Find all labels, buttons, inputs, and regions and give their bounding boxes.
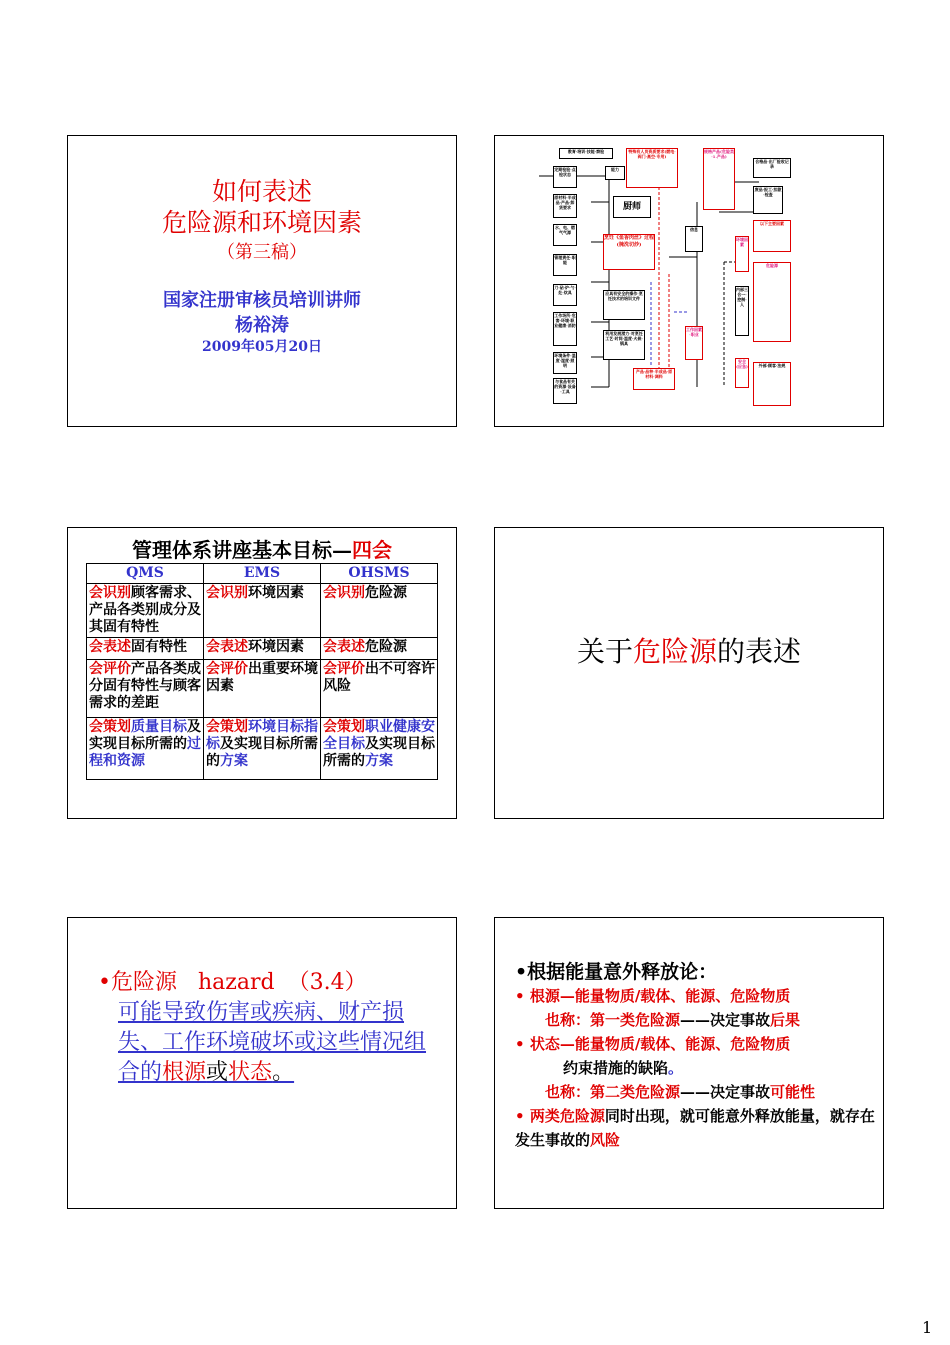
cell-text: 出不可容许风险 — [323, 661, 435, 694]
bullet: • — [98, 970, 111, 995]
energy-theory-text — [515, 960, 875, 1152]
cell-verb: 会策划 — [323, 719, 365, 735]
table-cell — [321, 660, 438, 718]
cell-target: 职业健康安全目标 — [323, 719, 435, 752]
flow-box: 能力 — [605, 166, 625, 180]
flow-box: 产品·品种·半成品·原材料·调料 — [633, 368, 675, 390]
two-types: 两类危险源 — [529, 1107, 605, 1125]
line-second-type — [515, 1080, 875, 1104]
cell-text: 出重要环境因素 — [206, 661, 318, 694]
cell-verb: 会策划 — [206, 719, 248, 735]
flow-box: 废品·报工·扣款·检查 — [753, 186, 783, 214]
slide-energy-theory — [494, 917, 884, 1209]
flow-box: 内部三合一·控制·人 — [735, 286, 749, 336]
root-text: 根源—能量物质/载体、能源、危险物质 — [529, 987, 791, 1005]
slide-flowchart — [494, 135, 884, 427]
first-type-result: 后果 — [770, 1011, 801, 1029]
flow-box: 利用发展潜力·对烹饪工艺·时间·温度·火候·锅具 — [603, 330, 645, 360]
definition-term-line — [98, 968, 443, 998]
flow-box: 合格品·出厂验收记录 — [753, 158, 791, 178]
header-qms: QMS — [87, 564, 204, 584]
flow-box: 安全(应急) — [735, 358, 749, 388]
cell-text: 危险源 — [365, 639, 407, 655]
risk-text: 同时出现，就可能意外释放能量，就存在发生事故的 — [515, 1107, 875, 1149]
cell-text: 顾客需求、产品各类别成分及其固有特性 — [89, 585, 201, 635]
cell-text: 及实现目标所需的 — [206, 736, 318, 769]
flow-box: 信息 — [685, 226, 703, 252]
flow-box: 教育·培训·技能·察验 — [559, 148, 613, 159]
flow-box: 规格产品(危险类·1.产品) — [703, 148, 735, 210]
line-state: • 状态—能量物质/载体、能源、危险物质 — [515, 1035, 791, 1053]
line-defects — [515, 1056, 875, 1080]
cell-verb: 会识别 — [89, 585, 131, 601]
term-en: hazard — [198, 970, 275, 995]
def-end: 。 — [272, 1060, 295, 1085]
cell-verb: 会表述 — [89, 639, 131, 655]
flow-box: 厨师 — [613, 196, 651, 218]
table-cell — [87, 718, 204, 780]
first-type-decides: ——决定事故 — [680, 1011, 771, 1029]
table-cell — [204, 660, 321, 718]
definition-block — [98, 968, 443, 1088]
cell-text: 及实现目标所需的 — [323, 736, 435, 769]
cell-means: 方案 — [365, 753, 393, 769]
second-type-result: 可能性 — [770, 1083, 816, 1101]
title-line-1: 如何表述 — [211, 177, 312, 206]
flow-box: 与食品有关的资源·设备·工具 — [553, 378, 577, 404]
cell-text: 及实现目标所需的 — [89, 719, 201, 752]
def-or: 或 — [206, 1060, 229, 1085]
table-cell — [87, 660, 204, 718]
table-title — [68, 534, 456, 563]
heading: •根据能量意外释放论： — [515, 961, 718, 983]
flow-box: 工作因素·职业 — [685, 326, 703, 360]
flow-box: 原材料·半成品·产品·卸货要求 — [553, 194, 577, 218]
def-state: 状态 — [228, 1060, 273, 1085]
flow-box: 环境因素 — [735, 236, 749, 272]
title-line-2: 危险源和环境因素 — [161, 208, 362, 237]
slide-section-title — [494, 527, 884, 819]
cell-verb: 会评价 — [323, 661, 365, 677]
def-root: 根源 — [162, 1060, 207, 1085]
flow-box: 环境条件·温度·湿度·照明 — [553, 352, 577, 374]
cell-text: 环境因素 — [248, 639, 304, 655]
page-number: 1 — [922, 1318, 933, 1337]
cell-target: 质量目标 — [131, 719, 187, 735]
def-main: 可能导致伤害或疾病、财产损失、工作环境破坏或这些情况组合的 — [118, 1000, 427, 1085]
section-title-highlight: 危险源 — [632, 635, 717, 668]
author-name: 杨裕涛 — [235, 315, 289, 336]
cell-verb: 会表述 — [206, 639, 248, 655]
flow-box: 工作场所·危害·环境·职业健康·消防 — [553, 312, 577, 346]
flow-box: 应具有安全的操作·烹饪技术的培训文件 — [603, 290, 645, 320]
flow-box: 管理责任·职能 — [553, 254, 577, 276]
line-root: • 根源—能量物质/载体、能源、危险物质 — [515, 987, 791, 1005]
first-type: 也称：第一类危险源 — [545, 1011, 681, 1029]
table-cell — [204, 584, 321, 638]
risk-word: 风险 — [590, 1131, 621, 1149]
table-cell — [321, 584, 438, 638]
cell-verb: 会识别 — [206, 585, 248, 601]
cell-text: 固有特性 — [131, 639, 187, 655]
flow-box: 刀·砧·炉·勺·灶·炊具 — [553, 284, 577, 306]
table-row — [87, 584, 438, 638]
slide-four-goals — [67, 527, 457, 819]
cell-verb: 会评价 — [206, 661, 248, 677]
slide-title — [67, 135, 457, 427]
cell-target: 环境目标指标 — [206, 719, 318, 752]
line-first-type — [515, 1008, 875, 1032]
slide-hazard-definition — [67, 917, 457, 1209]
table-row — [87, 660, 438, 718]
flow-box: 水、电、燃气气源 — [553, 224, 577, 246]
flow-box: 危险源 — [753, 262, 791, 342]
state-text: 状态—能量物质/载体、能源、危险物质 — [529, 1035, 791, 1053]
cell-verb: 会策划 — [89, 719, 131, 735]
date: 2009年05月20日 — [202, 339, 322, 355]
cell-text: 产品各类成分固有特性与顾客需求的差距 — [89, 661, 201, 711]
clause-ref: （3.4） — [287, 970, 367, 995]
cell-verb: 会表述 — [323, 639, 365, 655]
header-ohsms: OHSMS — [321, 564, 438, 584]
second-type: 也称：第二类危险源 — [545, 1083, 681, 1101]
flow-box: 特殊有人员资质要求(燃电·阀门·高空·专用) — [626, 148, 678, 188]
table-header-row — [87, 564, 438, 584]
table-cell — [204, 718, 321, 780]
section-title — [495, 630, 883, 670]
line-risk: • 两类危险源同时出现，就可能意外释放能量，就存在发生事故的风险 — [515, 1107, 875, 1149]
header-ems: EMS — [204, 564, 321, 584]
flow-box: 烹饪《鱼香肉丝》过程(腌洗切炒) — [603, 234, 655, 270]
title-text: 管理体系讲座基本目标— — [132, 538, 352, 562]
table-cell — [321, 718, 438, 780]
cell-means: 过程和资源 — [89, 736, 201, 769]
defects-text: 约束措施的缺陷 — [563, 1059, 669, 1077]
cell-verb: 会识别 — [323, 585, 365, 601]
flow-box: 以下主要因素 — [753, 220, 791, 252]
term: 危险源 — [110, 970, 177, 995]
cell-text: 危险源 — [365, 585, 407, 601]
table-cell — [204, 638, 321, 660]
defects-end: 。 — [668, 1059, 684, 1077]
table-cell — [87, 638, 204, 660]
title-highlight: 四会 — [352, 538, 392, 562]
cell-verb: 会评价 — [89, 661, 131, 677]
flow-box: 外部·顾客·法规 — [753, 362, 791, 406]
table-cell — [87, 584, 204, 638]
cell-text: 环境因素 — [248, 585, 304, 601]
table-cell — [321, 638, 438, 660]
author-title: 国家注册审核员培训讲师 — [163, 290, 361, 311]
cell-means: 方案 — [220, 753, 248, 769]
second-type-decides: ——决定事故 — [680, 1083, 771, 1101]
table-row — [87, 638, 438, 660]
title-line-3: （第三稿） — [217, 242, 307, 263]
section-title-pre: 关于 — [576, 635, 633, 668]
definition-text — [98, 998, 443, 1088]
flow-box: 定期检验·点检状态 — [553, 166, 577, 188]
table-row — [87, 718, 438, 780]
section-title-post: 的表述 — [717, 635, 802, 668]
goals-table — [86, 563, 438, 780]
